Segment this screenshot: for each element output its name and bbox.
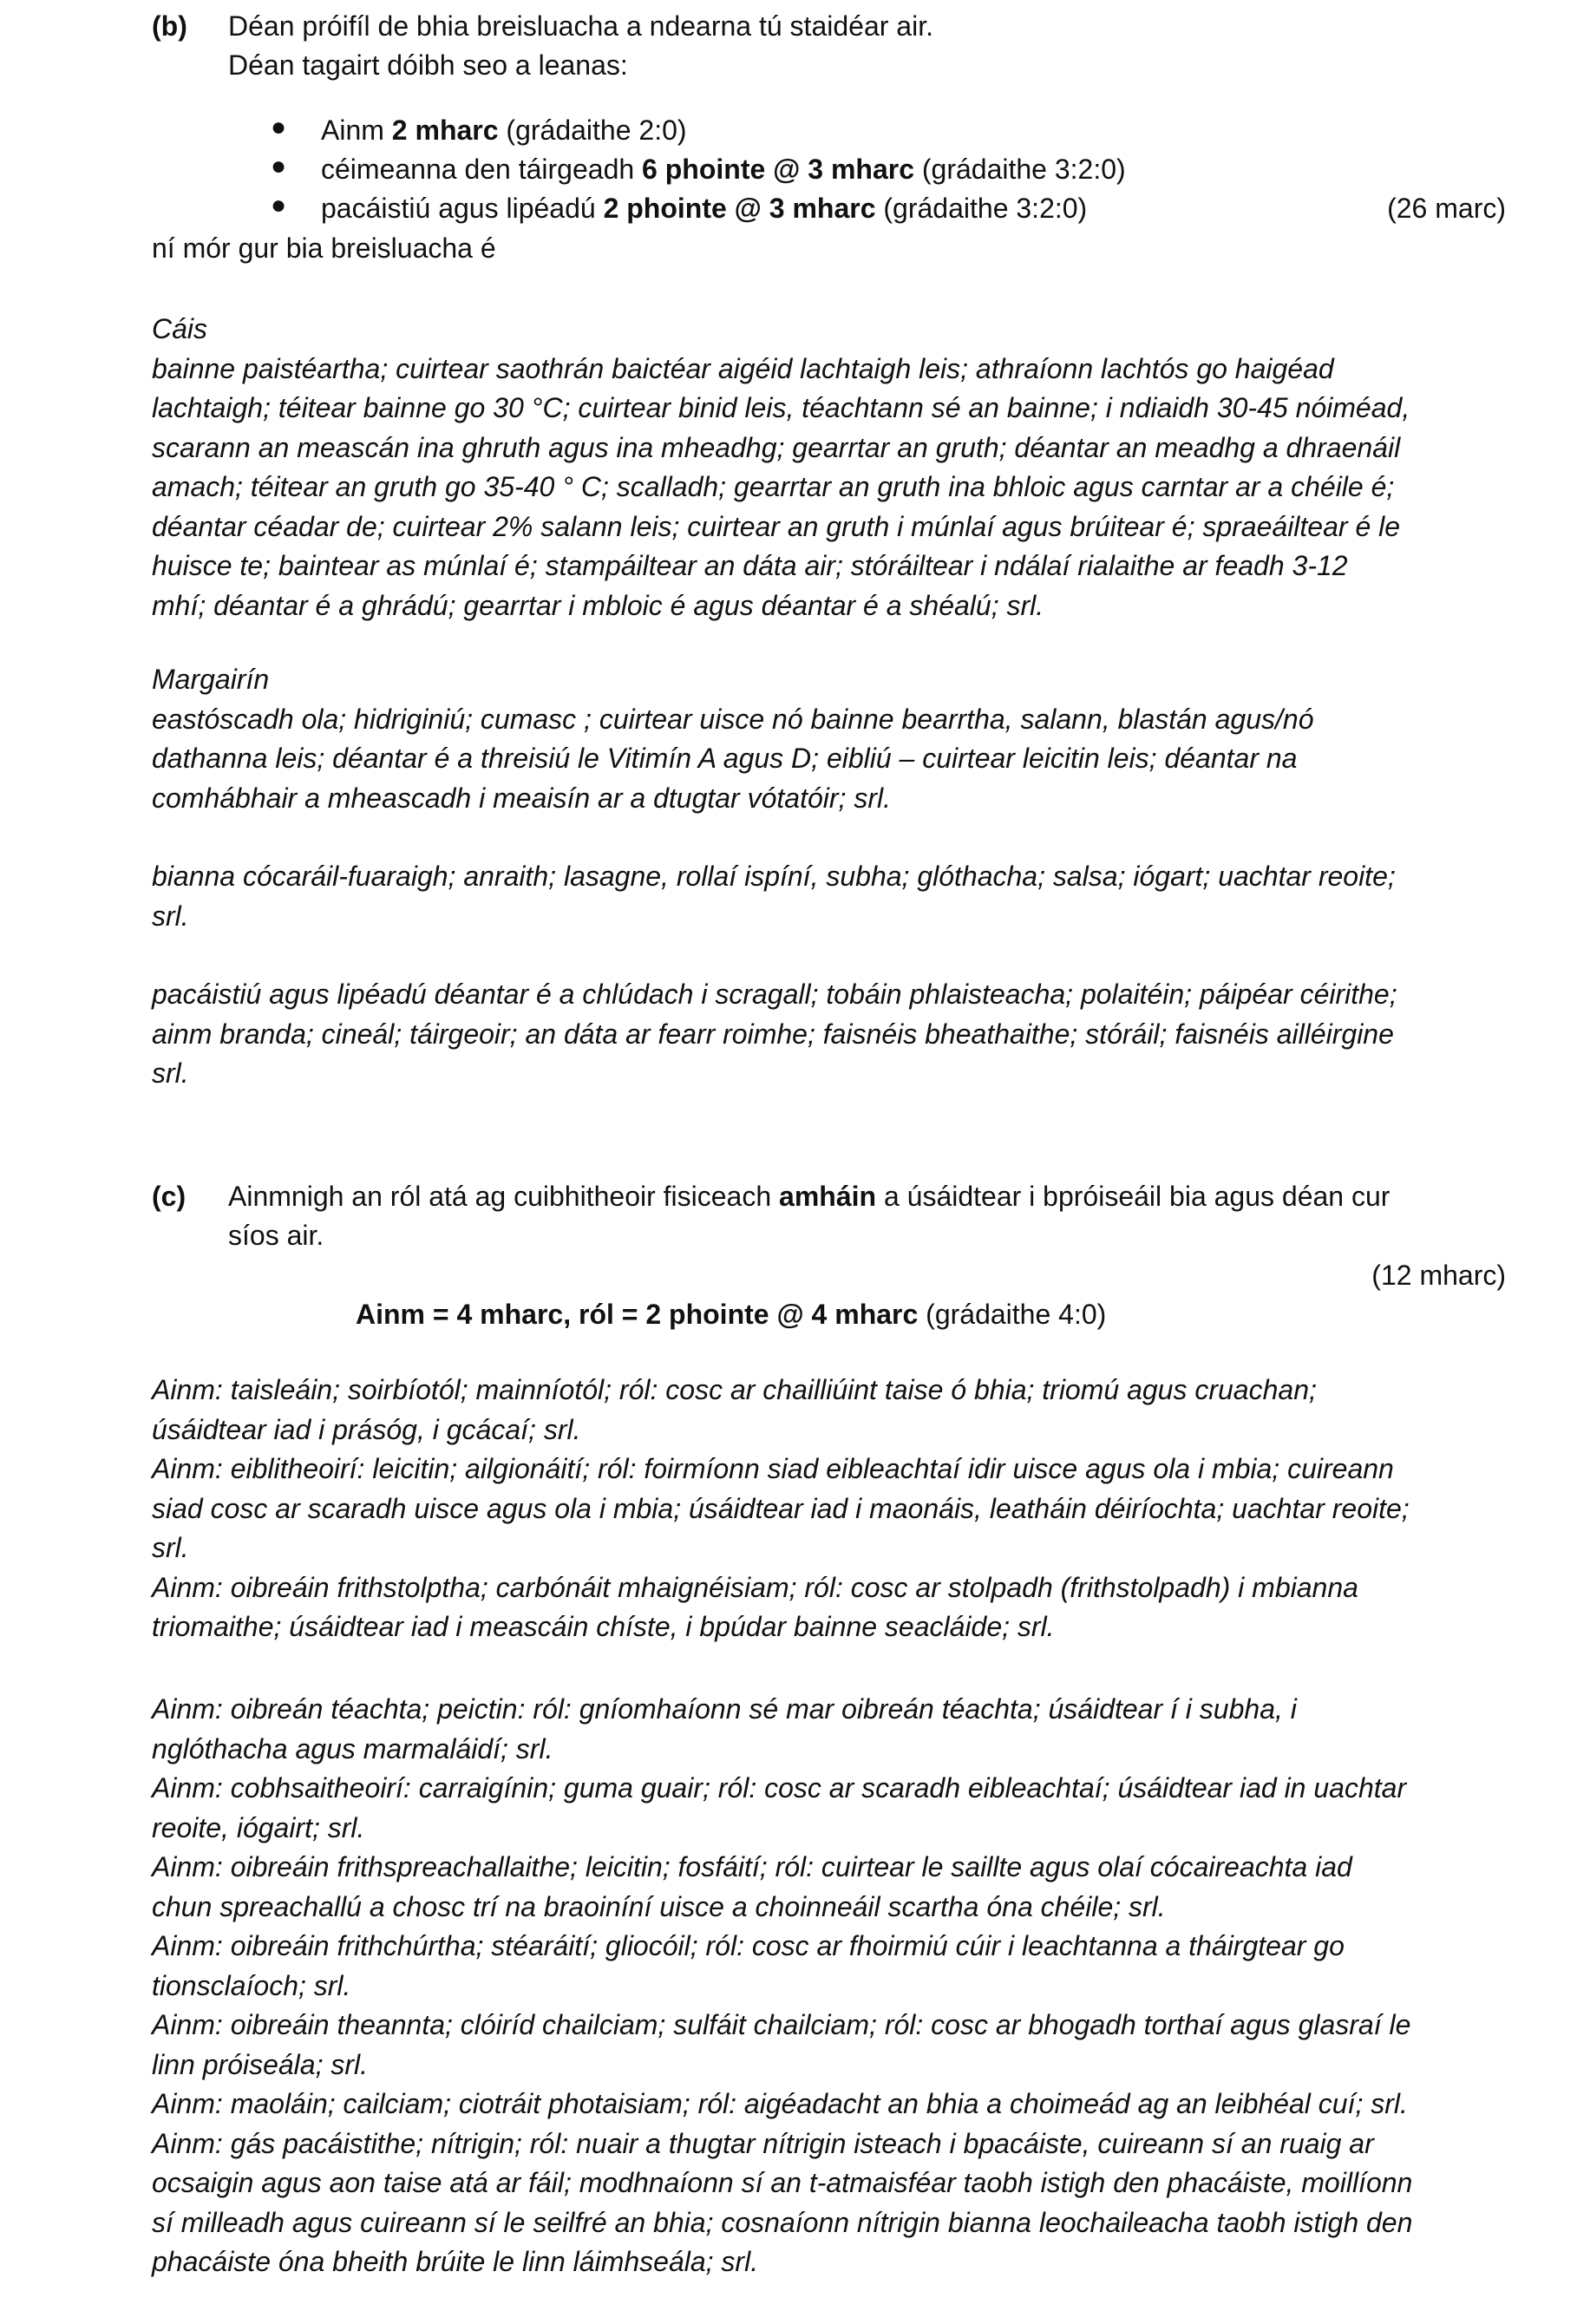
answer-line: Ainm: cobhsaitheoirí: carraigínin; guma guair; ról: cosc ar scaradh eibleachtaí; úsáidtear iad in uachtar [152, 1772, 1407, 1804]
answer-line: Ainm: gás pacáistithe; nítrigin; ról: nuair a thugtar nítrigin isteach i bpacáiste, cuireann sí an ruaig ar [152, 2127, 1374, 2159]
margairin-title: Margairín [152, 664, 270, 695]
bullet-dot-icon: ● [271, 191, 287, 219]
answer-line: reoite, iógairt; srl. [152, 1811, 365, 1843]
margairin-line: dathanna leis; déantar é a threisiú le Vitimín A agus D; eibliú – cuirtear leicitin leis; déantar na [152, 743, 1298, 774]
cais-line: lachtaigh; téitear bainne go 30 °C; cuirtear binid leis, téachtann sé an bainne; i ndiaidh 30-45 nóiméad, [152, 392, 1410, 423]
answer-line: Ainm: oibreáin theannta; clóiríd chailciam; sulfáit chailciam; ról: cosc ar bhogadh torthaí agus glasraí le [152, 2009, 1411, 2040]
answer-line: phacáiste óna bheith brúite le linn láimhseála; srl. [152, 2246, 759, 2277]
answer-line: Ainm: oibreán téachta; peictin: ról: gníomhaíonn sé mar oibreán téachta; úsáidtear í i subha, i [152, 1693, 1297, 1725]
pacaistiu-block [152, 975, 1505, 1094]
section-c-question-line1: Ainmnigh an ról atá ag cuibhitheoir fisiceach amháin a úsáidtear i bpróiseáil bia agus déan cur [228, 1181, 1391, 1212]
answer-line: linn próiseála; srl. [152, 2048, 368, 2080]
bianna-block [152, 857, 1505, 936]
cais-title: Cáis [152, 313, 208, 344]
answer-line: Ainm: oibreáin frithspreachallaithe; leicitin; fosfáití; ról: cuirtear le saillte agus olaí cócaireachta iad [152, 1851, 1352, 1882]
answer-line: siad cosc ar scaradh uisce agus ola i mbia; úsáidtear iad i maonáis, leatháin déiríochta; uachtar reoite; [152, 1492, 1410, 1524]
margairin-line: comhábhair a mheascadh i meaisín ar a dtugtar vótatóir; srl. [152, 782, 891, 814]
answer-line: sí milleadh agus cuireann sí le seilfré an bhia; cosnaíonn nítrigin bianna leochaileacha taobh istigh den [152, 2206, 1413, 2238]
bianna-line: bianna cócaráil-fuaraigh; anraith; lasagne, rollaí ispíní, subha; glóthacha; salsa; iógart; uachtar reoite; [152, 861, 1396, 892]
bullet-dot-icon: ● [271, 152, 287, 180]
cais-line: scarann an meascán ina ghruth agus ina mheadhg; gearrtar an gruth; déantar an meadhg a dhraenáil [152, 431, 1401, 463]
group1-block [152, 1371, 1505, 1647]
answer-line: chun spreachallú a chosc trí na braoiníní uisce a choinneáil scartha óna chéile; srl. [152, 1890, 1166, 1922]
section-c-scheme: Ainm = 4 mharc, ról = 2 phointe @ 4 mharc (grádaithe 4:0) [356, 1299, 1107, 1330]
answer-line: ocsaigin agus aon taise atá ar fáil; modhnaíonn sí an t-atmaisféar taobh istigh den phacáiste, moillíonn [152, 2167, 1413, 2198]
margairin-line: eastóscadh ola; hidriginiú; cumasc ; cuirtear uisce nó bainne bearrtha, salann, blastán agus/nó [152, 703, 1314, 735]
section-b-question-line2: Déan tagairt dóibh seo a leanas: [228, 49, 628, 81]
answer-line: Ainm: eiblitheoirí: leicitin; ailgionáití; ról: foirmíonn siad eibleachtaí idir uisce agus ola i mbia; cuireann [152, 1453, 1394, 1484]
cais-line: bainne paistéartha; cuirtear saothrán baictéar aigéid lachtaigh leis; athraíonn lachtós go haigéad [152, 352, 1334, 384]
pacaistiu-line: ainm branda; cineál; táirgeoir; an dáta ar fearr roimhe; faisnéis bheathaithe; stóráil; faisnéis ailléirgine [152, 1018, 1394, 1050]
section-c-label: (c) [152, 1181, 186, 1212]
answer-line: Ainm: oibreáin frithchúrtha; stéaráití; gliocóil; ról: cosc ar fhoirmiú cúir i leachtanna a tháirgtear go [152, 1930, 1345, 1961]
bullet-item: pacáistiú agus lipéadú 2 phointe @ 3 mharc (grádaithe 3:2:0) [321, 193, 1088, 224]
cais-line: mhí; déantar é a ghrádú; gearrtar i mbloic é agus déantar é a shéalú; srl. [152, 589, 1044, 621]
bianna-line: srl. [152, 900, 189, 932]
answer-line: triomaithe; úsáidtear iad i meascáin chíste, i bpúdar bainne seacláide; srl. [152, 1611, 1055, 1642]
cais-block [152, 310, 1505, 625]
section-c-question-line2: síos air. [228, 1220, 324, 1251]
answer-line: srl. [152, 1532, 189, 1563]
pacaistiu-line: srl. [152, 1057, 189, 1089]
pacaistiu-line: pacáistiú agus lipéadú déantar é a chlúdach i scragall; tobáin phlaisteacha; polaitéin; páipéar céirithe; [152, 979, 1397, 1010]
answer-line: Ainm: taisleáin; soirbíotól; mainníotól; ról: cosc ar chailliúint taise ó bhia; triomú agus cruachan; [152, 1374, 1317, 1405]
margairin-block [152, 660, 1505, 818]
section-b-marks: (26 marc) [1387, 193, 1506, 224]
section-b-note: ní mór gur bia breisluacha é [152, 232, 496, 264]
answer-line: Ainm: oibreáin frithstolptha; carbónáit mhaignéisiam; ról: cosc ar stolpadh (frithstolpadh) i mbianna [152, 1571, 1358, 1603]
answer-line: nglóthacha agus marmaláidí; srl. [152, 1732, 553, 1764]
section-b-label: (b) [152, 10, 187, 42]
group2-block [152, 1690, 1505, 2282]
bullet-item: Ainm 2 mharc (grádaithe 2:0) [321, 115, 687, 146]
cais-line: huisce te; baintear as múnlaí é; stampáiltear an dáta air; stóráiltear i ndálaí rialaithe ar feadh 3-12 [152, 550, 1348, 581]
section-b-question-line1: Déan próifíl de bhia breisluacha a ndearna tú staidéar air. [228, 10, 933, 42]
answer-line: tionsclaíoch; srl. [152, 1969, 351, 2001]
answer-line: Ainm: maoláin; cailciam; ciotráit photaisiam; ról: aigéadacht an bhia a choimeád ag an leibhéal cuí; srl. [152, 2088, 1408, 2119]
bullet-dot-icon: ● [271, 113, 287, 141]
answer-line: úsáidtear iad i prásóg, i gcácaí; srl. [152, 1413, 581, 1445]
cais-line: déantar céadar de; cuirtear 2% salann leis; cuirtear an gruth i múnlaí agus brúitear é; spraeáiltear é le [152, 510, 1401, 542]
bullet-item: céimeanna den táirgeadh 6 phointe @ 3 mharc (grádaithe 3:2:0) [321, 154, 1126, 185]
section-c-marks: (12 mharc) [1371, 1260, 1506, 1291]
cais-line: amach; téitear an gruth go 35-40 ° C; scalladh; gearrtar an gruth ina bhloic agus carntar ar a chéile é; [152, 471, 1395, 502]
